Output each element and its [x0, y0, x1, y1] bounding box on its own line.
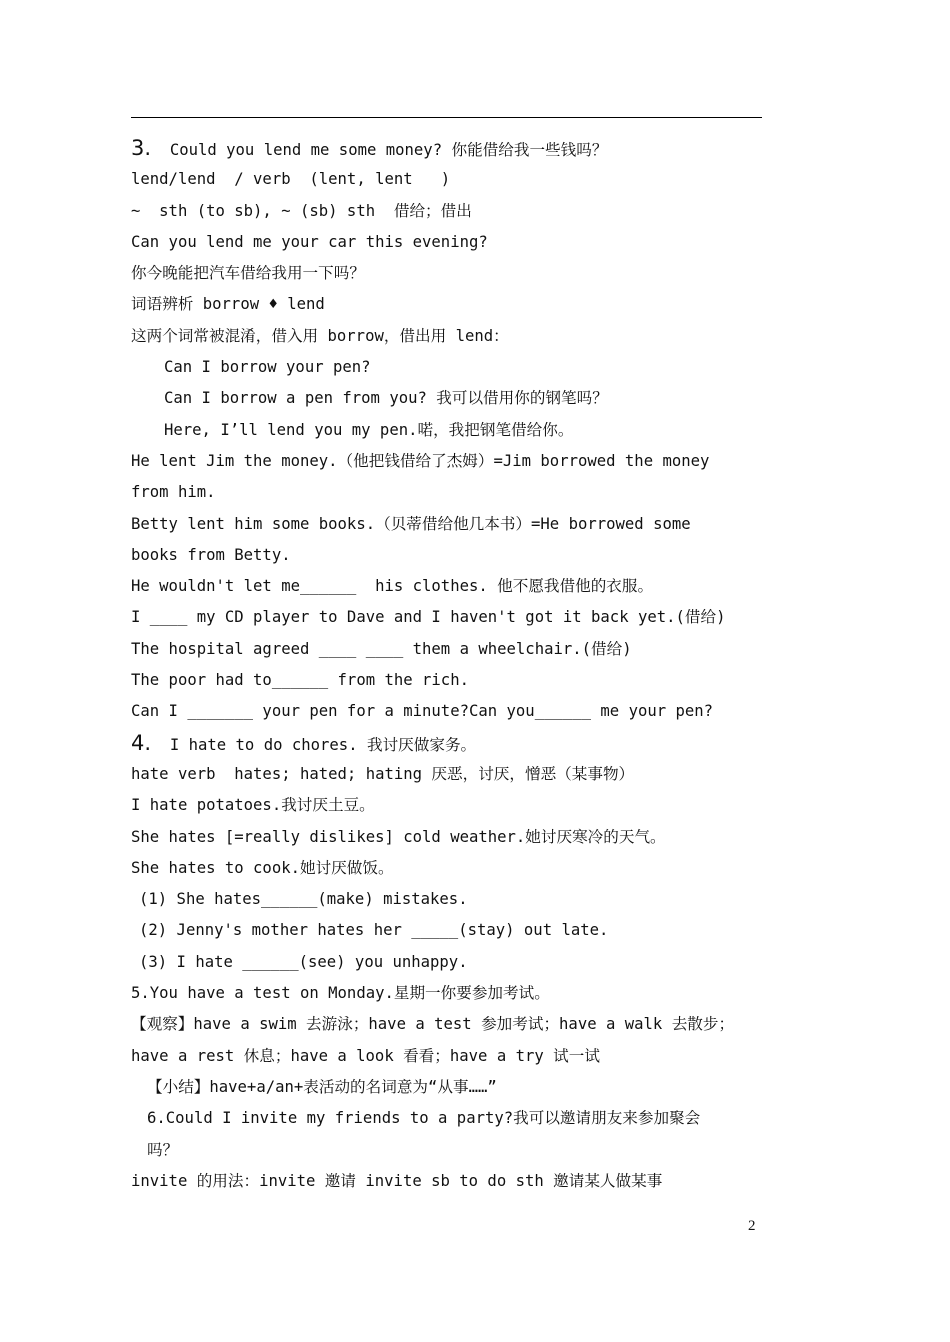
section-number-4: 4. — [131, 730, 152, 755]
line-06: 词语辨析 borrow ♦ lend — [131, 295, 325, 314]
line-15: He wouldn't let me______ his clothes. 他不愿我借他的衣服。 — [131, 577, 654, 596]
line-09: Can I borrow a pen from you? 我可以借用你的钢笔吗？ — [164, 389, 608, 408]
line-11: He lent Jim the money.（他把钱借给了杰姆）=Jim borrowed the money — [131, 451, 710, 470]
line-27: (3) I hate ______(see) you unhappy. — [139, 952, 468, 971]
line-14: books from Betty. — [131, 545, 291, 564]
line-03: ~ sth (to sb), ~ (sb) sth 借给；借出 — [131, 201, 472, 220]
line-05: 你今晚能把汽车借给我用一下吗？ — [131, 264, 365, 283]
line-29: 【观察】have a swim 去游泳；have a test 参加考试；have a walk 去散步； — [131, 1015, 735, 1034]
line-08: Can I borrow your pen? — [164, 358, 371, 377]
line-34: invite 的用法：invite 邀请 invite sb to do sth 邀请某人做某事 — [131, 1171, 663, 1190]
line-19: Can I _______ your pen for a minute?Can you______ me your pen? — [131, 702, 714, 721]
line-01: 3. Could you lend me some money? 你能借给我一些钱吗？ — [131, 136, 608, 160]
line-25: (1) She hates______(make) mistakes. — [139, 890, 468, 909]
line-24: She hates to cook.她讨厌做饭。 — [131, 858, 394, 877]
line-02: lend/lend / verb (lent, lent ) — [131, 170, 451, 189]
line-33: 吗？ — [147, 1140, 179, 1159]
line-23: She hates [=really dislikes] cold weather.她讨厌寒冷的天气。 — [131, 827, 666, 846]
line-26: (2) Jenny's mother hates her _____(stay) out late. — [139, 921, 609, 940]
line-31: 【小结】have+a/an+表活动的名词意为“从事……” — [147, 1077, 497, 1096]
page-number: 2 — [748, 1218, 756, 1234]
line-18: The poor had to______ from the rich. — [131, 671, 469, 690]
line-30: have a rest 休息；have a look 看看；have a try 试一试 — [131, 1046, 600, 1065]
line-22: I hate potatoes.我讨厌土豆。 — [131, 796, 375, 815]
line-12: from him. — [131, 483, 216, 502]
line-21: hate verb hates; hated; hating 厌恶，讨厌，憎恶（某事物） — [131, 764, 635, 783]
line-07: 这两个词常被混淆，借入用 borrow，借出用 lend： — [131, 326, 509, 345]
line-28: 5.You have a test on Monday.星期一你要参加考试。 — [131, 984, 550, 1003]
line-04: Can you lend me your car this evening? — [131, 232, 488, 251]
line-20: 4. I hate to do chores. 我讨厌做家务。 — [131, 730, 477, 755]
document-body — [131, 133, 766, 1197]
line-16: I ____ my CD player to Dave and I haven't got it back yet.(借给) — [131, 608, 726, 627]
line-13: Betty lent him some books.（贝蒂借给他几本书）=He borrowed some — [131, 514, 691, 533]
line-32: 6.Could I invite my friends to a party?我可以邀请朋友来参加聚会 — [147, 1109, 701, 1128]
line-10: Here, I’ll lend you my pen.喏，我把钢笔借给你。 — [164, 420, 574, 439]
line-17: The hospital agreed ____ ____ them a wheelchair.(借给) — [131, 639, 632, 658]
header-rule — [131, 117, 762, 118]
section-number-3: 3. — [131, 136, 152, 160]
